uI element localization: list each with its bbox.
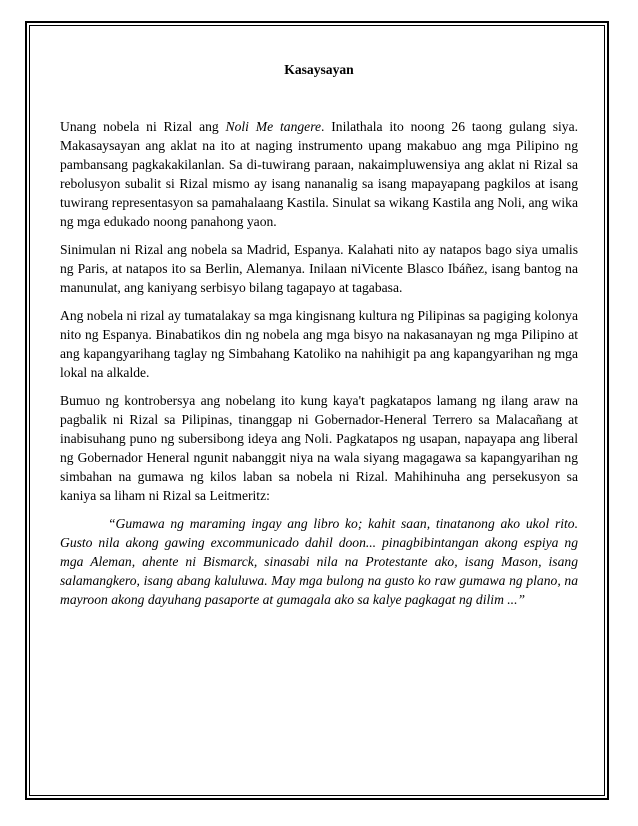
paragraph-1 xyxy=(60,117,578,231)
rizal-letter-quote: “Gumawa ng maraming ingay ang libro ko; kahit saan, tinatanong ako ukol rito. Gusto nila akong gawing excommunicado dahil doon... pinagbibintangan akong espiya ng mga Aleman, ahente ni Bismarck, sinasabi nila na Protestante ako, isang Mason, isang salamangkero, isang abang kaluluwa. May mga bulong na gusto ko raw gumawa ng plano, na mayroon akong dayuhang pasaporte at gumagala ako sa kalye pagkagat ng dilim ...” xyxy=(60,516,578,607)
document-title: Kasaysayan xyxy=(284,62,354,77)
paragraph-4: Bumuo ng kontrobersya ang nobelang ito kung kaya't pagkatapos lamang ng ilang araw na pagbalik ni Rizal sa Pilipinas, tinanggap ni Gobernador-Heneral Terrero sa Malacañang at inabisuhang puno ng subersibong ideya ang Noli. Pagkatapos ng usapan, napayapa ang liberal ng Gobernador Heneral ngunit nabanggit niya na wala siyang magagawa sa kapangyarihan ng simbahan na gumawa ng kilos laban sa nobela ni Rizal. Mahihinuha ang persekusyon sa kaniya sa liham ni Rizal sa Leitmeritz: xyxy=(60,393,578,503)
paragraph-2: Sinimulan ni Rizal ang nobela sa Madrid, Espanya. Kalahati nito ay natapos bago siya umalis ng Paris, at natapos ito sa Berlin, Alemanya. Inilaan niVicente Blasco Ibáñez, isang bantog na manunulat, ang kaniyang serbisyo bilang tagapayo at tagabasa. xyxy=(60,242,578,295)
paragraph-1-after: . Inilathala ito noong 26 taong gulang siya. Makasaysayan ang aklat na ito at naging instrumento upang makabuo ang mga Pilipino ng pambansang pagkakakilanlan. Sa di-tuwirang paraan, nakaimpluwensiya ang aklat ni Rizal sa rebolusyon subalit si Rizal mismo ay isang nananalig sa isang mapayapang pagkilos at isang tuwirang representasyon sa pamahalaang Kastila. Sinulat sa wikang Kastila ang Noli, ang wika ng mga edukado noong panahong yaon. xyxy=(60,119,579,229)
document-body xyxy=(60,60,578,609)
paragraph-3: Ang nobela ni rizal ay tumatalakay sa mga kingisnang kultura ng Pilipinas sa pagiging kolonya nito ng Espanya. Binabatikos din ng nobela ang mga bisyo na nakasanayan ng mga Pilipino at ang kapangyarihang taglay ng Simbahang Katoliko na nahihigit pa ang kapangyarihan ng mga lokal na alkalde. xyxy=(60,308,578,380)
paragraph-1-before: Unang nobela ni Rizal ang xyxy=(60,119,226,134)
book-title-italic: Noli Me tangere xyxy=(225,119,322,134)
